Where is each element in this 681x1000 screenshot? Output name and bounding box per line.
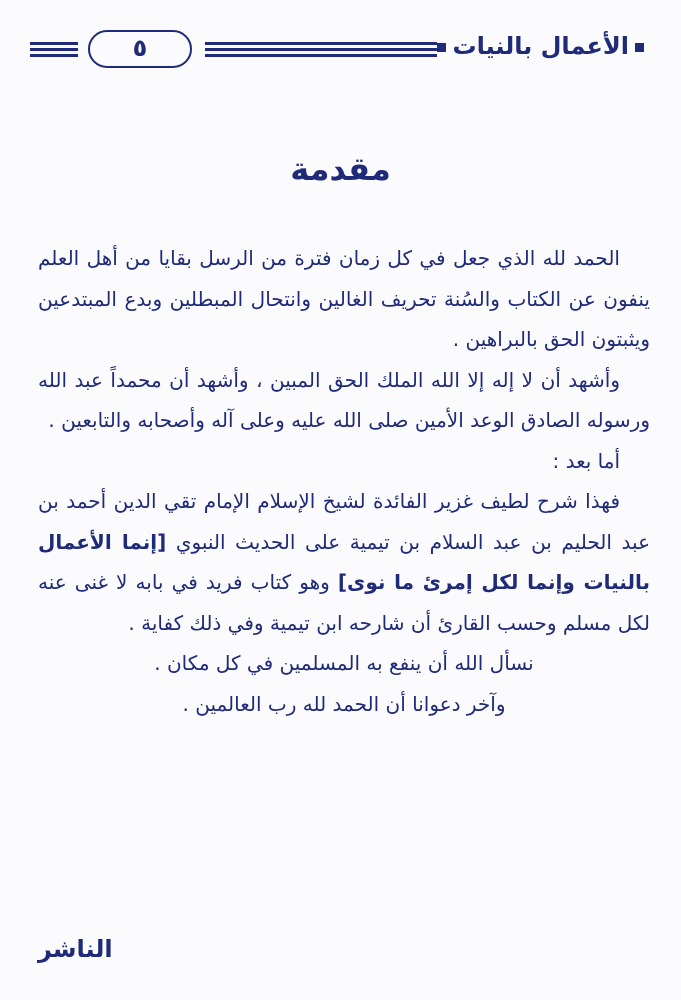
header-rule-left <box>30 42 78 58</box>
page-number: ٥ <box>88 30 192 68</box>
paragraph-prayer: نسأل الله أن ينفع به المسلمين في كل مكان . <box>154 651 534 675</box>
section-title: مقدمة <box>290 150 391 188</box>
paragraph-praise: الحمد لله الذي جعل في كل زمان فترة من الرسل بقايا من أهل العلم ينفون عن الكتاب والسُنة تحريف الغالين وانتحال المبطلين وبدع المبتدعين ويثبتون الحق بالبراهين . <box>38 246 650 351</box>
publisher-signature: الناشر <box>38 935 113 963</box>
square-bullet-icon <box>437 43 446 52</box>
header-rule-right <box>205 42 437 58</box>
running-title-text: الأعمال بالنيات <box>452 32 629 60</box>
description-text-a: فهذا شرح لطيف غزير الفائدة لشيخ الإسلام الإمام تقي الدين أحمد بن عبد الحليم بن عبد السلام بن تيمية على الحديث النبوي <box>38 489 650 554</box>
paragraph-closing: وآخر دعوانا أن الحمد لله رب العالمين . <box>182 691 506 716</box>
running-title <box>431 32 650 60</box>
square-bullet-icon <box>635 43 644 52</box>
paragraph-amma-baad: أما بعد : <box>552 448 620 473</box>
paragraph-description <box>38 481 650 643</box>
body-text <box>38 238 650 724</box>
page-header <box>30 28 650 72</box>
paragraph-testimony: وأشهد أن لا إله إلا الله الملك الحق المبين ، وأشهد أن محمداً عبد الله ورسوله الصادق الوعد الأمين صلى الله عليه وعلى آله وأصحابه والتابعين . <box>38 367 650 432</box>
description-text-b: وهو كتاب فريد في بابه لا غنى عنه لكل مسلم وحسب القارئ أن شارحه ابن تيمية وفي ذلك كفاية . <box>38 570 650 635</box>
hadith-quote: [إنما الأعمال بالنيات وإنما لكل إمرئ ما نوى] <box>38 529 650 594</box>
